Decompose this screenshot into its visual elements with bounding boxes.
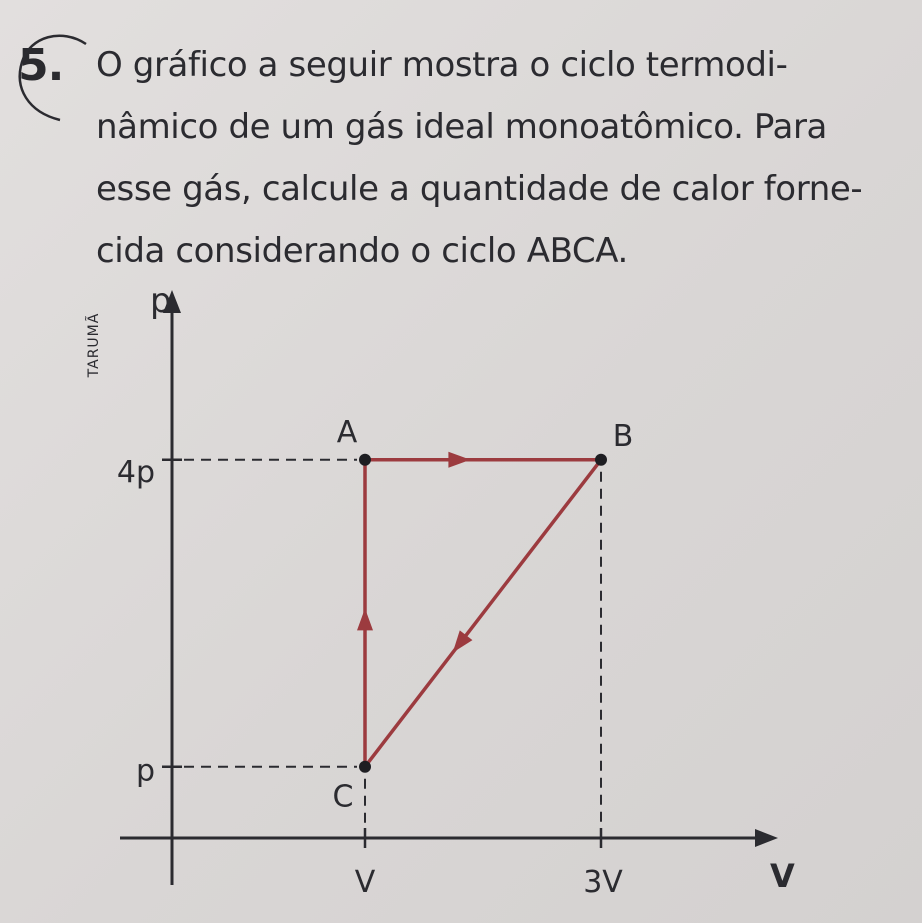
- y-tick-label-p: p: [135, 753, 155, 789]
- y-axis-label: p: [150, 281, 172, 321]
- process-line-B-C: [365, 460, 601, 767]
- direction-arrow-C-A: [357, 608, 373, 630]
- x-axis-label: V: [770, 857, 795, 895]
- question-line: nâmico de um gás ideal monoatômico. Para: [96, 107, 827, 147]
- state-point-B: [595, 454, 607, 466]
- question-number: 5.: [18, 40, 64, 91]
- question-line: esse gás, calcule a quantidade de calor forne-: [96, 169, 863, 209]
- question-number-circle: [20, 36, 86, 120]
- question-line: cida considerando o ciclo ABCA.: [96, 231, 628, 271]
- x-tick-label-V: V: [354, 865, 376, 900]
- question-line: O gráfico a seguir mostra o ciclo termodi-: [96, 45, 788, 85]
- state-label-C: C: [332, 779, 354, 815]
- credit-text: TARUMÃ: [86, 312, 102, 378]
- state-point-A: [359, 454, 371, 466]
- state-point-C: [359, 761, 371, 773]
- direction-arrow-A-B: [448, 452, 470, 468]
- y-tick-label-4p: 4p: [116, 454, 155, 490]
- x-axis-arrowhead: [755, 829, 778, 847]
- state-label-B: B: [612, 418, 634, 454]
- state-label-A: A: [336, 414, 358, 450]
- x-tick-label-3V: 3V: [583, 865, 623, 900]
